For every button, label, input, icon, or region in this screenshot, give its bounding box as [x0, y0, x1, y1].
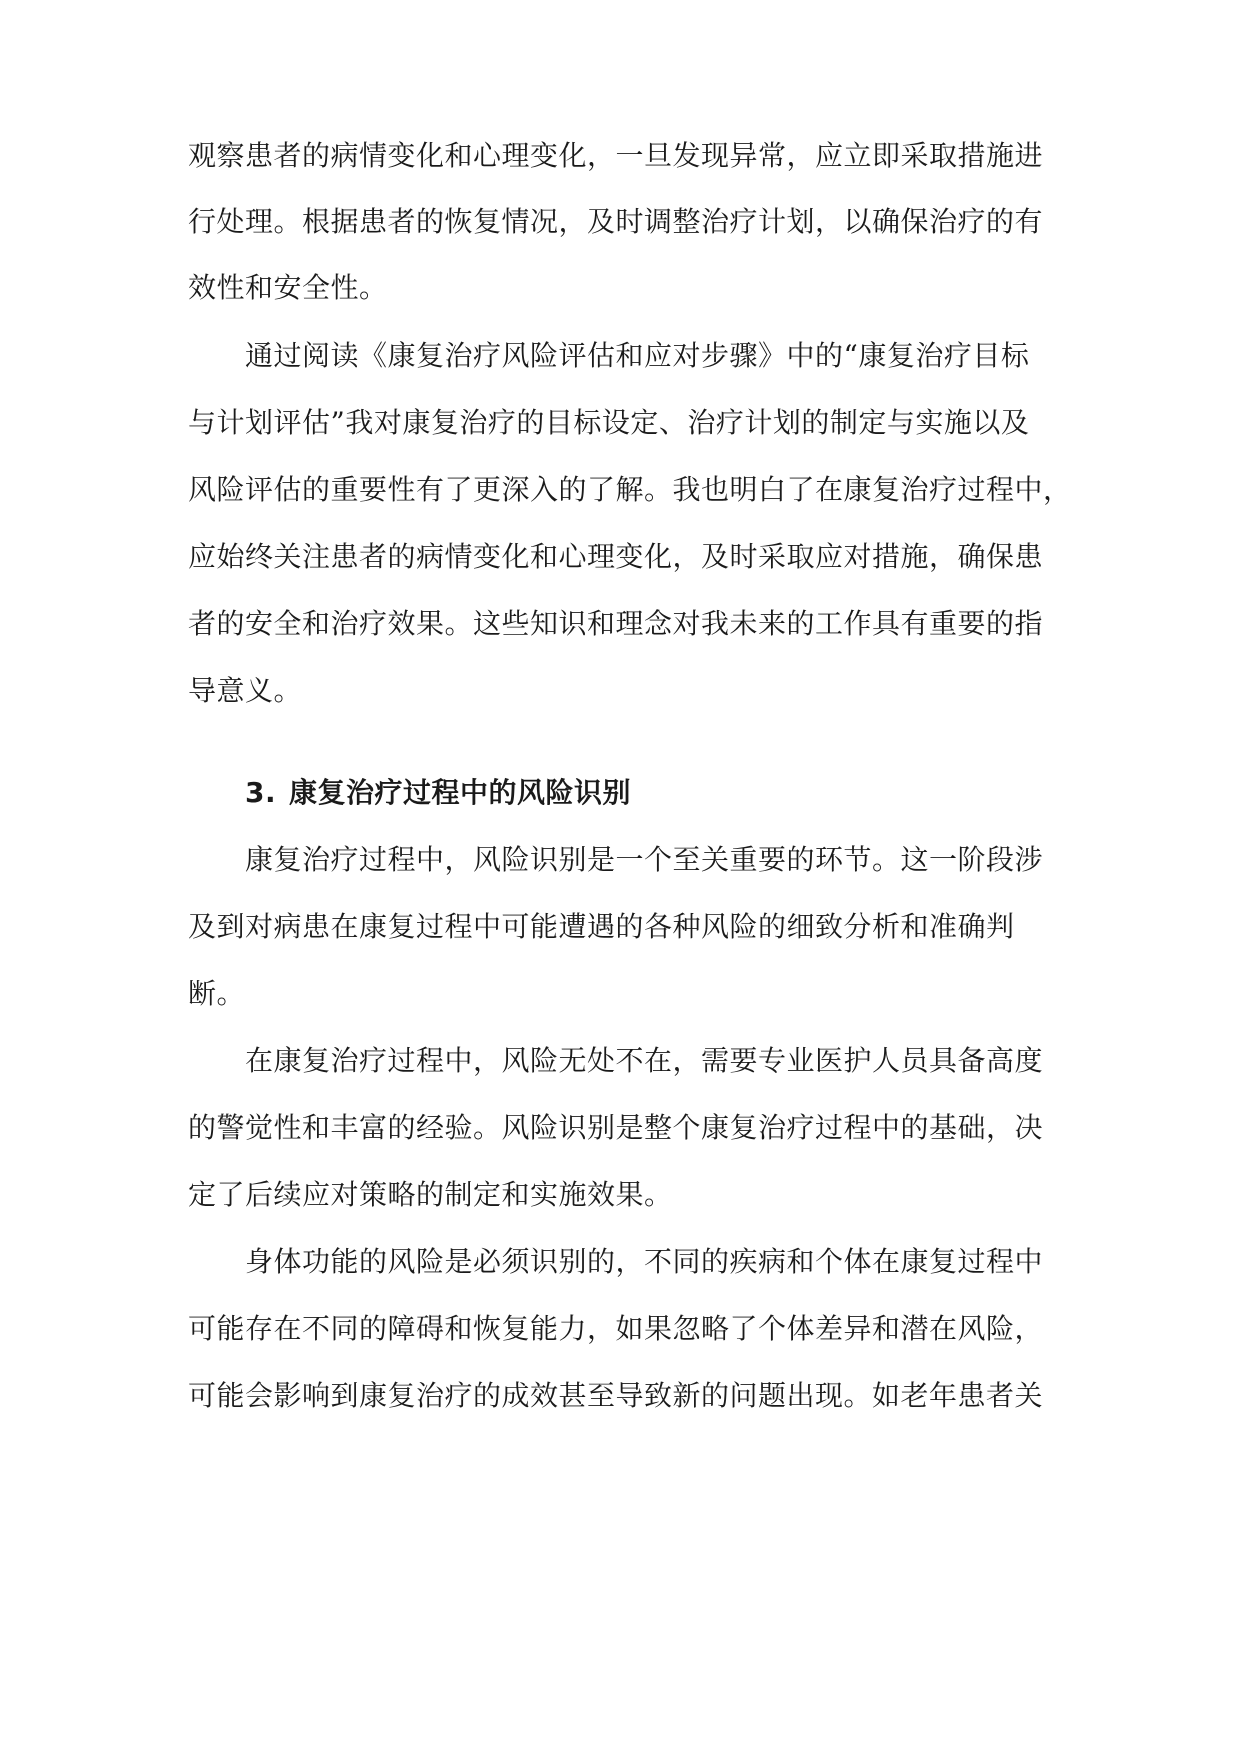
paragraph-4-line-1: 在康复治疗过程中，风险无处不在，需要专业医护人员具备高度: [245, 1044, 1044, 1077]
section-number: 3.: [245, 776, 277, 809]
paragraph-2-line-3: 风险评估的重要性有了更深入的了解。我也明白了在康复治疗过程中，: [188, 473, 1072, 506]
paragraph-4-line-2: 的警觉性和丰富的经验。风险识别是整个康复治疗过程中的基础，决: [188, 1111, 1044, 1144]
paragraph-2-line-2: 与计划评估”我对康复治疗的目标设定、治疗计划的制定与实施以及: [188, 406, 1030, 439]
paragraph-4-line-3: 定了后续应对策略的制定和实施效果。: [188, 1178, 673, 1211]
paragraph-2-line-6: 导意义。: [188, 674, 303, 707]
paragraph-5-line-1: 身体功能的风险是必须识别的，不同的疾病和个体在康复过程中: [245, 1245, 1044, 1278]
paragraph-2-line-4: 应始终关注患者的病情变化和心理变化，及时采取应对措施，确保患: [188, 540, 1044, 573]
section-title: 康复治疗过程中的风险识别: [289, 776, 632, 809]
paragraph-2-line-5: 者的安全和治疗效果。这些知识和理念对我未来的工作具有重要的指: [188, 607, 1044, 640]
paragraph-1-line-1: 观察患者的病情变化和心理变化，一旦发现异常，应立即采取措施进: [188, 139, 1044, 172]
paragraph-1-line-3: 效性和安全性。: [188, 271, 388, 304]
paragraph-3-line-3: 断。: [188, 977, 246, 1010]
paragraph-3-line-2: 及到对病患在康复过程中可能遭遇的各种风险的细致分析和准确判: [188, 910, 1015, 943]
paragraph-2-line-1: 通过阅读《康复治疗风险评估和应对步骤》中的“康复治疗目标: [245, 339, 1030, 372]
paragraph-1-line-2: 行处理。根据患者的恢复情况，及时调整治疗计划，以确保治疗的有: [188, 205, 1044, 238]
section-heading: [245, 775, 631, 811]
paragraph-5-line-3: 可能会影响到康复治疗的成效甚至导致新的问题出现。如老年患者关: [188, 1379, 1044, 1412]
paragraph-5-line-2: 可能存在不同的障碍和恢复能力，如果忽略了个体差异和潜在风险，: [188, 1312, 1044, 1345]
paragraph-3-line-1: 康复治疗过程中，风险识别是一个至关重要的环节。这一阶段涉: [245, 843, 1044, 876]
